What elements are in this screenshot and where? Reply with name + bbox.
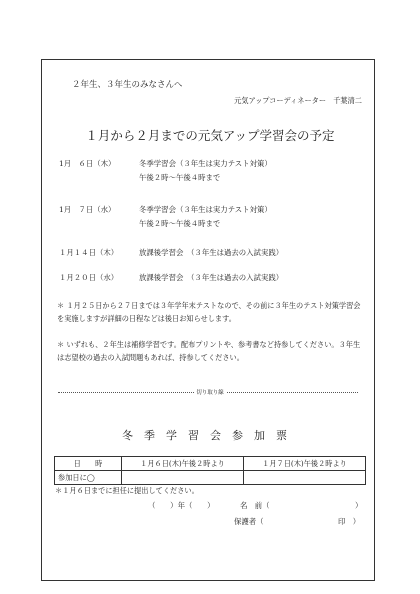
- schedule-event: 放課後学習会 （３年生は過去の入試実践）: [139, 273, 284, 282]
- schedule-date: 1月 ６日（木）: [59, 159, 116, 168]
- attend-cell-jan7[interactable]: [244, 471, 366, 485]
- guardian-label: 保護者（: [234, 517, 264, 526]
- greeting: ２年生、３年生のみなさんへ: [72, 80, 183, 90]
- schedule-date: １月１４日（木）: [59, 248, 119, 257]
- schedule-event: 放課後学習会 （３年生は過去の入試実践）: [139, 248, 284, 257]
- guardian-field[interactable]: [285, 516, 333, 525]
- name-close: ）: [355, 501, 363, 510]
- option-jan7: １月７日(木)午後２時より: [244, 457, 366, 471]
- name-label: 名 前（: [240, 501, 270, 510]
- page-title: １月から２月までの元気アップ学習会の予定: [85, 128, 335, 143]
- attend-cell-jan6[interactable]: [122, 471, 244, 485]
- schedule-event: 冬季学習会（３年生は実力テスト対策）: [139, 159, 272, 168]
- cut-label: 切り取り線: [196, 390, 224, 396]
- form-title: 冬季学習会参加票: [122, 429, 298, 442]
- schedule-time: 午後２時～午後４時まで: [139, 173, 221, 182]
- note-materials: ＊ いずれも、２年生は補修学習です。配布プリントや、参考書など持参してください。３年生は志望校の過去の入試問題もあれば、持参してください。: [57, 340, 361, 362]
- name-field[interactable]: [300, 500, 350, 509]
- schedule-time: 午後２時～午後４時まで: [139, 219, 221, 228]
- guardian-seal: 印 ）: [338, 517, 361, 526]
- note-test: ＊ １月２５日から２７日までは３年学年末テストなので、その前に３年生のテスト対策学習会を実施しますが詳細の日程などは後日お知らせします。: [57, 301, 361, 323]
- option-jan6: １月６日(木)午後２時より: [122, 457, 244, 471]
- submit-note: ＊１月６日までに担任に提出してください。: [55, 486, 199, 495]
- grade-class-field[interactable]: （ ）年（ ）: [148, 501, 215, 510]
- attendance-table: [54, 456, 366, 485]
- schedule-event: 冬季学習会（３年生は実力テスト対策）: [139, 205, 272, 214]
- schedule-date: 1月 ７日（水）: [59, 205, 116, 214]
- sender: 元気アップコーディネーター 千葉清二: [234, 96, 362, 105]
- date-column-header: 日 時: [55, 457, 122, 471]
- schedule-date: １月２０日（水）: [59, 273, 119, 282]
- attend-row-label: 参加日に◯: [55, 471, 122, 485]
